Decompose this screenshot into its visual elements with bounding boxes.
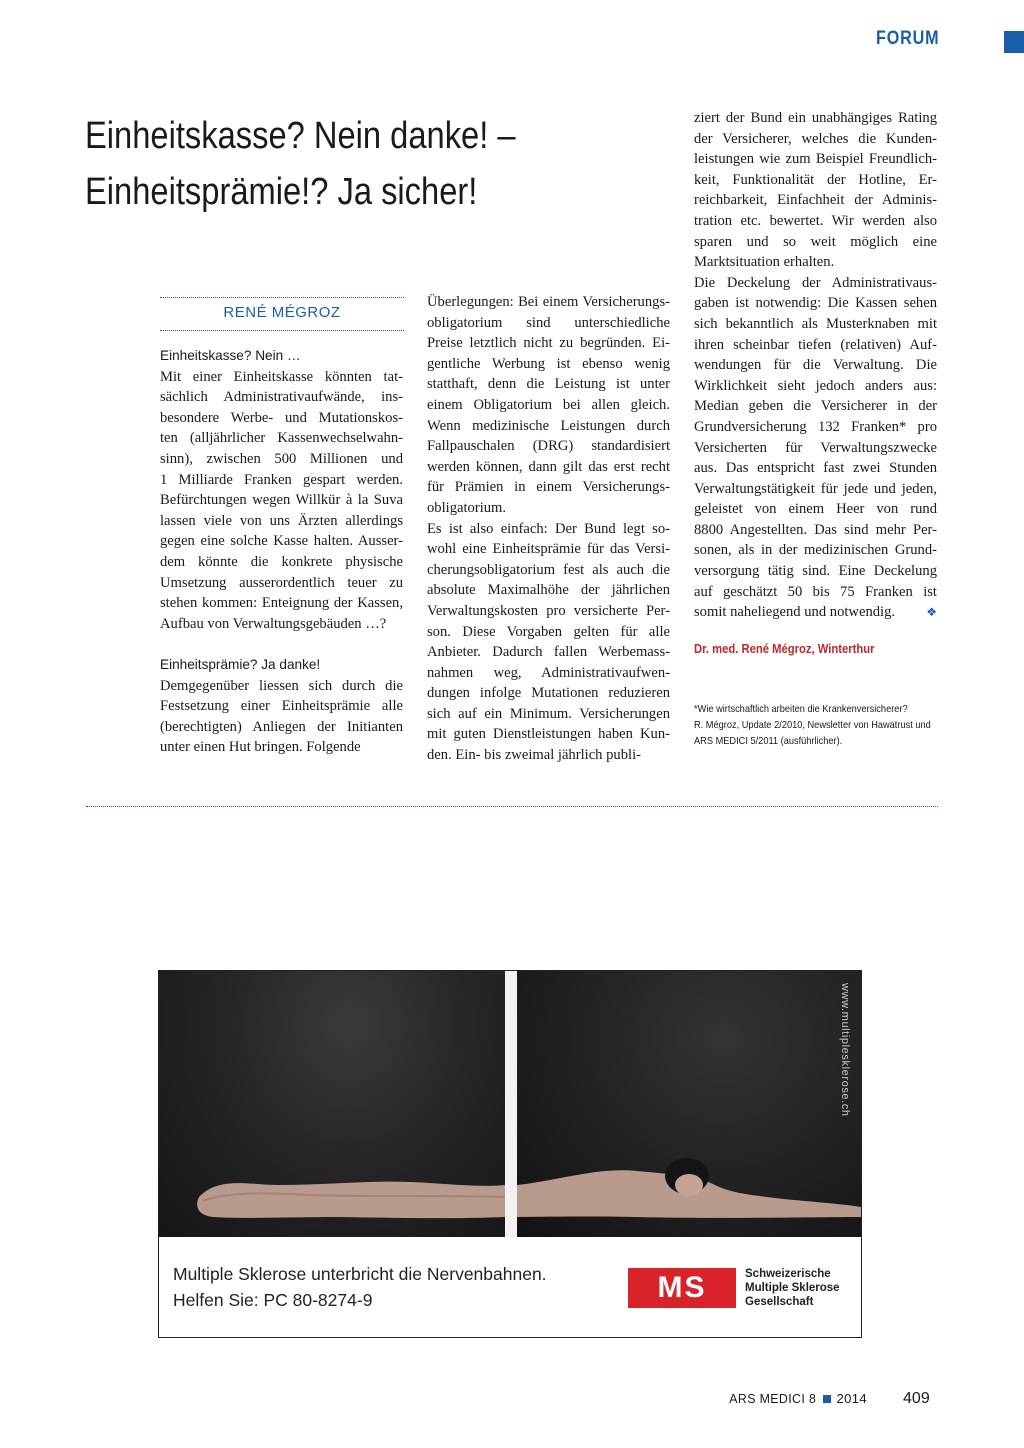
section-marker	[1004, 31, 1024, 53]
text-line: cherungsobligatorium fest als auch die	[427, 561, 670, 578]
article-column-3	[694, 108, 937, 749]
text-line: sich auf ein Minimum. Versicherungen	[427, 705, 670, 722]
text-line: unter einen Hut bringen. Folgende	[160, 739, 361, 756]
text-line: sich bekanntlich als Musterknaben mit	[694, 315, 937, 332]
text-line: ihren scheinbar tiefen (relativen) Auf-	[694, 336, 937, 353]
text-line: für Prämien in einem Versicherungs-	[427, 479, 670, 496]
paragraph-einheitskasse	[160, 367, 403, 635]
text-line: sächlich Administrativaufwände, ins-	[160, 389, 403, 406]
text-line: dem könnte die konkrete physische	[160, 553, 403, 570]
text-line: sonen, als in der medizinischen Grund-	[694, 542, 937, 559]
subheading-einheitspraemie: Einheitsprämie? Ja danke!	[160, 656, 321, 672]
ms-logo: MS	[628, 1268, 736, 1308]
text-line: geleistet von einem Heer von rund	[694, 501, 937, 518]
reclining-figure-legs	[159, 971, 505, 1237]
text-line: absolute Maximalhöhe der jährlichen	[427, 582, 670, 599]
text-line: ziert der Bund ein unabhängiges Rating	[694, 110, 937, 126]
text-line: wohl eine Einheitsprämie für das Versi-	[427, 541, 670, 558]
text-line: Befürchtungen wegen Willkür à la Suva	[160, 492, 403, 509]
ad-photo-left-panel	[159, 971, 505, 1237]
end-of-article-icon: ❖	[926, 605, 937, 620]
text-line: sinn), zwischen 500 Millionen und	[160, 450, 403, 467]
text-line: Mit einer Einheitskasse könnten tat-	[160, 368, 403, 385]
text-line: somit naheliegend und notwendig. ❖	[694, 602, 937, 623]
org-name-line: Schweizerische	[745, 1268, 831, 1280]
footer-marker	[823, 1395, 831, 1403]
text-line: 1 Milliarde Franken gespart werden.	[160, 471, 403, 488]
paragraph-rating	[694, 108, 937, 273]
text-line: statthaft, denn die Leistung ist unter	[427, 376, 670, 393]
journal-year: 2014	[836, 1391, 868, 1406]
title-line-1: Einheitskasse? Nein danke! –	[85, 115, 516, 157]
text-line: keit, Funktionalität der Hotline, Er-	[694, 171, 937, 188]
text-line: nahmen weg, Administrativaufwen-	[427, 664, 670, 681]
title-line-2: Einheitsprämie!? Ja sicher!	[85, 171, 478, 213]
text-line: aus. Das entspricht fast zwei Stunden	[694, 460, 937, 477]
text-line: son. Diese Vorgaben gelten für alle	[427, 623, 670, 640]
text-line: besondere Werbe- und Mutationskos-	[160, 409, 403, 426]
text-line: Fallpauschalen (DRG) standardisiert	[427, 438, 670, 455]
text-line: Verwaltungskosten pro versicherte Per-	[427, 602, 670, 619]
text-line: werden können, dann gilt das erst recht	[427, 458, 670, 475]
paragraph-deckelung	[694, 273, 937, 623]
page-number: 409	[903, 1390, 930, 1407]
section-label: FORUM	[876, 28, 940, 49]
text-line: reichbarkeit, Einfachheit der Adminis-	[694, 192, 937, 209]
text-line: (berechtigten) Anliegen der Initianten	[160, 718, 403, 735]
text-line: Anbieter. Dadurch fallen Werbemass-	[427, 644, 670, 661]
org-name-line: Gesellschaft	[745, 1296, 814, 1308]
text-line: Wirklichkeit sieht jedoch anders aus:	[694, 377, 937, 394]
text-line: Versicherten für Verwaltungszwecke	[694, 439, 937, 456]
text-line: Preise letztlich nicht zu begründen. Ei-	[427, 335, 670, 352]
footnote	[694, 701, 940, 749]
text-line: dungen infolge Mutationen reduzieren	[427, 685, 670, 702]
ad-url: www.multiplesklerose.ch	[839, 983, 851, 1117]
paragraph-bund-legt	[427, 519, 670, 766]
ms-organization-name	[745, 1267, 840, 1309]
text-line: Die Deckelung der Administrativaus-	[694, 274, 937, 291]
text-line: Demgegenüber liessen sich durch die	[160, 677, 403, 694]
text-line: gegen eine solche Kasse halten. Ausser-	[160, 533, 403, 550]
text-line: obligatorium sind unterschiedliche	[427, 314, 670, 331]
article-column-1	[160, 346, 403, 758]
text-line: auf geschätzt 50 bis 75 Franken ist	[694, 583, 937, 600]
ad-headline: Multiple Sklerose unterbricht die Nervenbahnen.	[173, 1264, 547, 1284]
text-line: obligatorium.	[427, 499, 507, 516]
page-footer	[727, 1390, 930, 1408]
text-line: Festsetzung einer Einheitsprämie alle	[160, 698, 403, 715]
text-line: Es ist also einfach: Der Bund legt so-	[427, 520, 670, 537]
text-line: gentliche Werbung ist ebenso wenig	[427, 355, 670, 372]
org-name-line: Multiple Sklerose	[745, 1282, 840, 1294]
ad-photo	[159, 971, 861, 1237]
ad-photo-split	[505, 971, 517, 1237]
text-line: versorgung tätig sind. Eine Deckelung	[694, 563, 937, 580]
text-line: den. Ein- bis zweimal jährlich publi-	[427, 747, 641, 764]
ad-donation-account: Helfen Sie: PC 80-8274-9	[173, 1290, 373, 1310]
paragraph-einheitspraemie	[160, 676, 403, 758]
text-line: einem Obligatorium bei allen gleich.	[427, 396, 670, 413]
footnote-line: *Wie wirtschaftlich arbeiten die Krankenversicherer?	[694, 703, 908, 716]
ad-copy	[173, 1261, 547, 1313]
reclining-figure-torso	[517, 971, 861, 1237]
text-line: stehen kommen: Enteignung der Kassen,	[160, 595, 403, 612]
subheading-einheitskasse: Einheitskasse? Nein …	[160, 348, 301, 363]
text-line: mit guten Dienstleistungen haben Kun-	[427, 726, 670, 743]
footnote-line: ARS MEDICI 5/2011 (ausführlicher).	[694, 735, 843, 748]
author-name: RENÉ MÉGROZ	[223, 304, 341, 321]
text-line: Aufbau von Verwaltungsgebäuden …?	[160, 615, 387, 632]
text-line: ten (alljährlicher Kassenwechselwahn-	[160, 430, 403, 447]
text-line: Wenn medizinische Leistungen durch	[427, 417, 670, 434]
text-line: lassen viele von uns Ärzten allerdings	[160, 512, 403, 529]
text-line: Median geben die Versicherer in der	[694, 398, 937, 415]
text-line: Umsetzung ausserordentlich teuer zu	[160, 574, 403, 591]
paragraph-ueberlegungen	[427, 292, 670, 519]
text-line: wendungen für die Verwaltung. Die	[694, 357, 937, 374]
advertisement-ms	[158, 970, 862, 1338]
text-line: Marktsituation erhalten.	[694, 254, 835, 271]
ad-photo-right-panel	[517, 971, 861, 1237]
text-line: gaben ist notwendig: Die Kassen sehen	[694, 295, 937, 312]
section-divider	[86, 806, 938, 807]
text-line: tration etc. bewertet. Wir werden also	[694, 212, 937, 229]
text-line: Überlegungen: Bei einem Versicherungs-	[427, 294, 670, 310]
text-line: 8800 Angestellten. Das sind mehr Per-	[694, 521, 937, 538]
text-line: leistungen wie zum Beispiel Freundlich-	[694, 151, 937, 168]
footnote-line: R. Mégroz, Update 2/2010, Newsletter von Hawatrust und	[694, 719, 931, 732]
author-byline	[160, 297, 404, 331]
author-signature: Dr. med. René Mégroz, Winterthur	[694, 641, 875, 656]
text-line: Grundversicherung 132 Franken* pro	[694, 418, 937, 435]
article-title	[85, 108, 601, 220]
article-column-2	[427, 292, 670, 766]
text-line: Verwaltungstätigkeit für jede und jeden,	[694, 480, 937, 497]
text-line: der Versicherer, welches die Kunden-	[694, 130, 937, 147]
text-line: sparen und so weit möglich eine	[694, 233, 937, 250]
journal-name: ARS MEDICI 8	[729, 1391, 817, 1406]
